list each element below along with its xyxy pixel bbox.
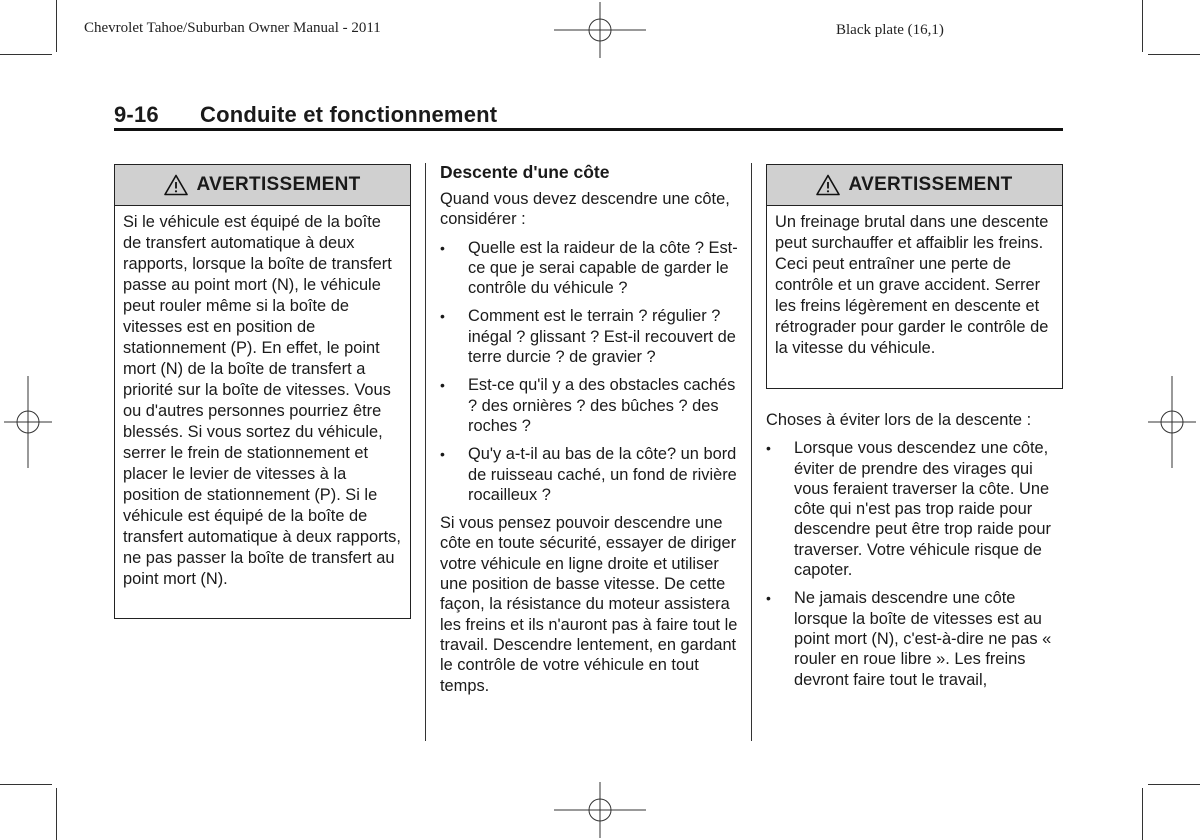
warning-header (115, 165, 410, 206)
bullet-list (440, 238, 742, 506)
warning-triangle-icon (164, 174, 188, 196)
list-item (440, 444, 742, 505)
warning-text: Un freinage brutal dans une descente peut surchauffer et affaiblir les freins. Ceci peut entraîner une perte de contrôle et un grave accident. Serrer les freins légèrement en descente et rétrograder pour garder le contrôle de la vitesse du véhicule. (775, 213, 1049, 357)
list-item-text: Quelle est la raideur de la côte ? Est-ce que je serai capable de garder le contrôle du véhicule ? (468, 238, 738, 298)
subsection-heading: Descente d'une côte (440, 162, 610, 182)
crop-mark (56, 788, 57, 840)
crop-mark (0, 784, 52, 785)
list-item (440, 306, 742, 367)
crop-mark (1142, 0, 1143, 52)
list-item-text: Comment est le terrain ? régulier ? inégal ? glissant ? Est-il recouvert de terre durcie ? de gravier ? (468, 307, 736, 367)
registration-mark-icon (4, 376, 52, 468)
body-paragraph: Si vous pensez pouvoir descendre une côte en toute sécurité, essayer de diriger votre véhicule en ligne droite et utiliser une position de basse vitesse. De cette façon, la résistance du moteur assistera les freins et ils n'auront pas à faire tout le travail. Descendre lentement, en gardant le contrôle de votre véhicule en tout temps. (440, 514, 738, 695)
list-item-text: Est-ce qu'il y a des obstacles cachés ? des ornières ? des bûches ? des roches ? (468, 376, 736, 435)
list-item-text: Lorsque vous descendez une côte, éviter de prendre des virages qui vous feraient traverser la côte. Une côte qui n'est pas trop raide pour descendre peut être trop raide pour traverser. Votre véhicule risque de capoter. (794, 439, 1051, 580)
warning-box (114, 164, 411, 619)
registration-mark-icon (554, 2, 646, 58)
warning-box (766, 164, 1063, 389)
crop-mark (0, 54, 52, 55)
crop-mark (1148, 54, 1200, 55)
bullet-icon: • (440, 239, 445, 256)
warning-label: AVERTISSEMENT (196, 174, 361, 195)
bullet-icon: • (440, 377, 445, 394)
bullet-icon: • (766, 440, 771, 457)
heading-rule (114, 128, 1063, 131)
page-number: 9-16 (114, 102, 159, 127)
column-divider (425, 163, 426, 741)
warning-triangle-icon (816, 174, 840, 196)
warning-text: Si le véhicule est équipé de la boîte de transfert automatique à deux rapports, lorsque la boîte de transfert passe au point mort (N), le véhicule peut rouler même si la boîte de vitesses est en position de stationnement (P). En effet, le point mort (N) de la boîte de transfert a priorité sur la boîte de vitesses. Vous ou d'autres personnes pourriez être blessés. Si vous sortez du véhicule, serrer le frein de stationnement et placer le levier de vitesses à la position de stationnement (P). Si le véhicule est équipé de la boîte de transfert automatique à deux rapports, ne pas passer la boîte de transfert au point mort (N). (123, 213, 401, 588)
section-title: Conduite et fonctionnement (200, 102, 498, 127)
intro-paragraph: Quand vous devez descendre une côte, considérer : (440, 190, 730, 229)
warning-header (767, 165, 1062, 206)
intro-paragraph: Choses à éviter lors de la descente : (766, 411, 1032, 429)
registration-mark-icon (1148, 376, 1196, 468)
column-divider (751, 163, 752, 741)
bullet-list (766, 438, 1066, 690)
bullet-icon: • (440, 308, 445, 325)
bullet-icon: • (440, 446, 445, 463)
list-item-text: Ne jamais descendre une côte lorsque la boîte de vitesses est au point mort (N), c'est-à-dire ne pas « rouler en roue libre ». Les freins devront faire tout le travail, (794, 589, 1052, 689)
manual-title: Chevrolet Tahoe/Suburban Owner Manual - 2011 (84, 20, 381, 36)
crop-mark (1142, 788, 1143, 840)
crop-mark (56, 0, 57, 52)
list-item-text: Qu'y a-t-il au bas de la côte? un bord de ruisseau caché, un fond de rivière rocailleux ? (468, 445, 737, 504)
middle-column (440, 162, 742, 696)
crop-mark (1148, 784, 1200, 785)
bullet-icon: • (766, 590, 771, 607)
list-item (766, 438, 1066, 580)
list-item (440, 238, 742, 299)
list-item (766, 588, 1066, 689)
list-item (440, 375, 742, 436)
right-column (766, 410, 1066, 698)
registration-mark-icon (554, 782, 646, 838)
plate-label: Black plate (16,1) (836, 22, 944, 38)
warning-label: AVERTISSEMENT (848, 174, 1013, 195)
